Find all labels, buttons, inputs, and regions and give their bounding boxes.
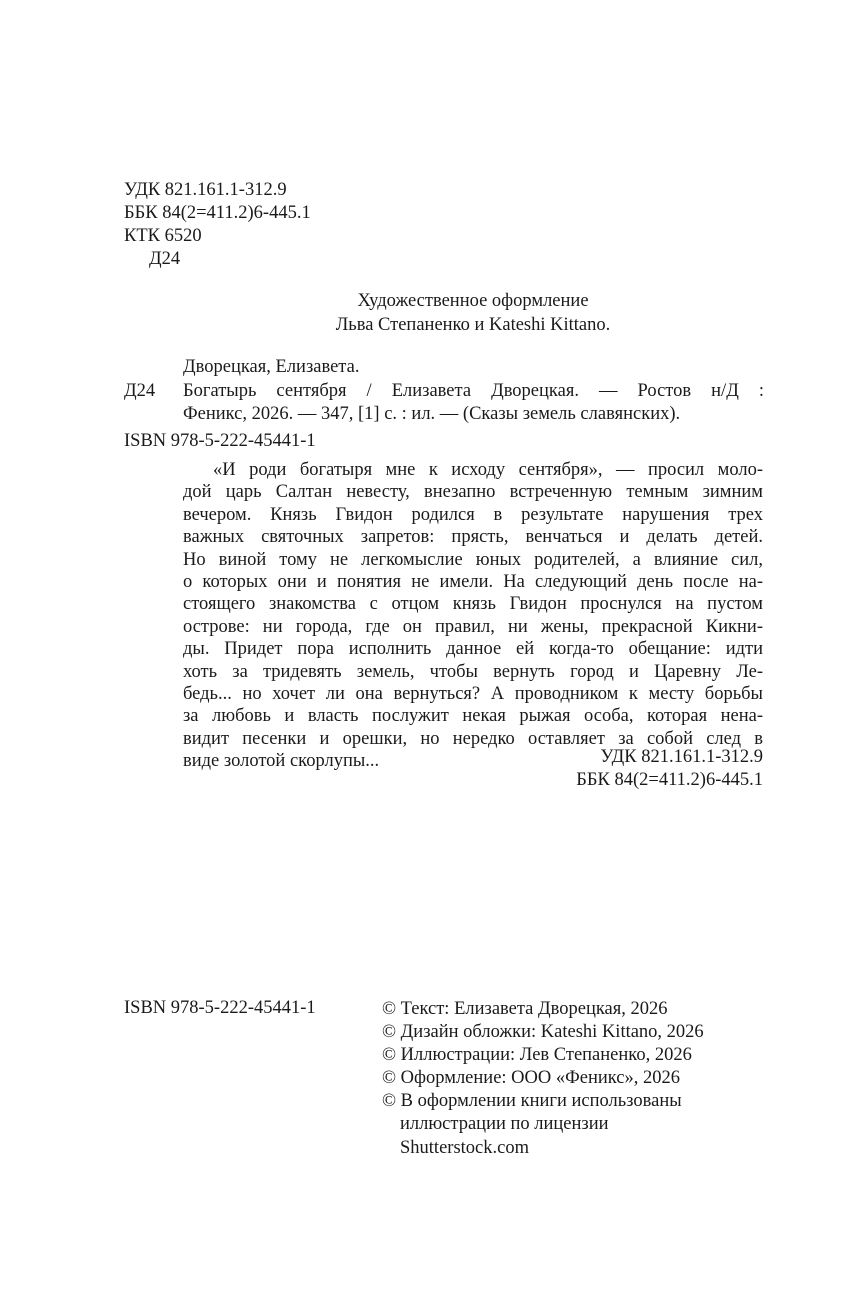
- annotation-line: важных святочных запретов: прясть, венчаться и делать детей.: [183, 527, 763, 548]
- design-credit-line-1: Художественное оформление: [357, 291, 589, 311]
- copyright-cover: © Дизайн обложки: Kateshi Kittano, 2026: [382, 1022, 704, 1043]
- catalog-author: Дворецкая, Елизавета.: [183, 357, 360, 377]
- catalog-title-line-2: Феникс, 2026. — 347, [1] с. : ил. — (Сказы земель славянских).: [183, 404, 681, 424]
- design-credit: [183, 290, 763, 337]
- annotation-line: за любовь и власть послужит некая рыжая особа, которая нена-: [183, 706, 763, 727]
- annotation-line: ды. Придет пора исполнить данное ей когда-то обещание: идти: [183, 639, 763, 660]
- annotation-line: стоящего знакомства с отцом князь Гвидон проснулся на пустом: [183, 594, 763, 615]
- catalog-record: [124, 356, 764, 427]
- ktk-code: КТК 6520: [124, 226, 202, 246]
- footer-isbn: ISBN 978-5-222-45441-1: [124, 998, 316, 1018]
- annotation-line: о которых они и понятия не имели. На следующий день после на-: [183, 572, 763, 593]
- classification-codes: [124, 179, 311, 271]
- annotation-line: «И роди богатыря мне к исходу сентября», — просил моло-: [213, 460, 763, 480]
- annotation-line: вечером. Князь Гвидон родился в результате нарушения трех: [183, 504, 763, 525]
- annotation-line: бедь... но хочет ли она вернуться? А проводником к месту борьбы: [183, 684, 763, 705]
- copyright-design: © Оформление: ООО «Феникс», 2026: [382, 1068, 680, 1089]
- catalog-author-mark: Д24: [124, 380, 156, 401]
- copyright-illustrations: © Иллюстрации: Лев Степаненко, 2026: [382, 1045, 692, 1066]
- annotation-line: хоть за тридевять земель, чтобы вернуть город и Царевну Ле-: [183, 661, 763, 682]
- author-mark: Д24: [149, 249, 181, 269]
- annotation-codes: [576, 746, 763, 792]
- copyright-license: © В оформлении книги использованы: [382, 1091, 682, 1112]
- copyright-license-cont: иллюстрации по лицензии: [400, 1114, 609, 1135]
- annotation-line: дой царь Салтан невесту, внезапно встреченную темным зимним: [183, 482, 763, 503]
- annotation-line: острове: ни города, где он правил, ни жены, прекрасной Кикни-: [183, 616, 763, 637]
- udk-code: УДК 821.161.1-312.9: [124, 180, 287, 200]
- catalog-title-line-1: Богатырь сентября / Елизавета Дворецкая. — Ростов н/Д :: [183, 380, 764, 401]
- annotation-line: виде золотой скорлупы...: [183, 751, 380, 772]
- design-credit-line-2: Льва Степаненко и Kateshi Kittano.: [335, 314, 611, 335]
- catalog-isbn: ISBN 978-5-222-45441-1: [124, 431, 316, 451]
- copyright-notices: [382, 998, 704, 1160]
- annotation-text: [183, 459, 763, 773]
- annotation-udk: УДК 821.161.1-312.9: [600, 747, 763, 767]
- copyright-text: © Текст: Елизавета Дворецкая, 2026: [382, 999, 668, 1019]
- annotation-line: видит песенки и орешки, но нередко оставляет за собой след в: [183, 728, 763, 749]
- copyright-license-source: Shutterstock.com: [400, 1137, 529, 1158]
- annotation-bbk: ББК 84(2=411.2)6-445.1: [576, 770, 763, 790]
- annotation-line: Но виной тому не легкомыслие юных родителей, а влияние сил,: [183, 549, 763, 570]
- bbk-code: ББК 84(2=411.2)6-445.1: [124, 203, 311, 223]
